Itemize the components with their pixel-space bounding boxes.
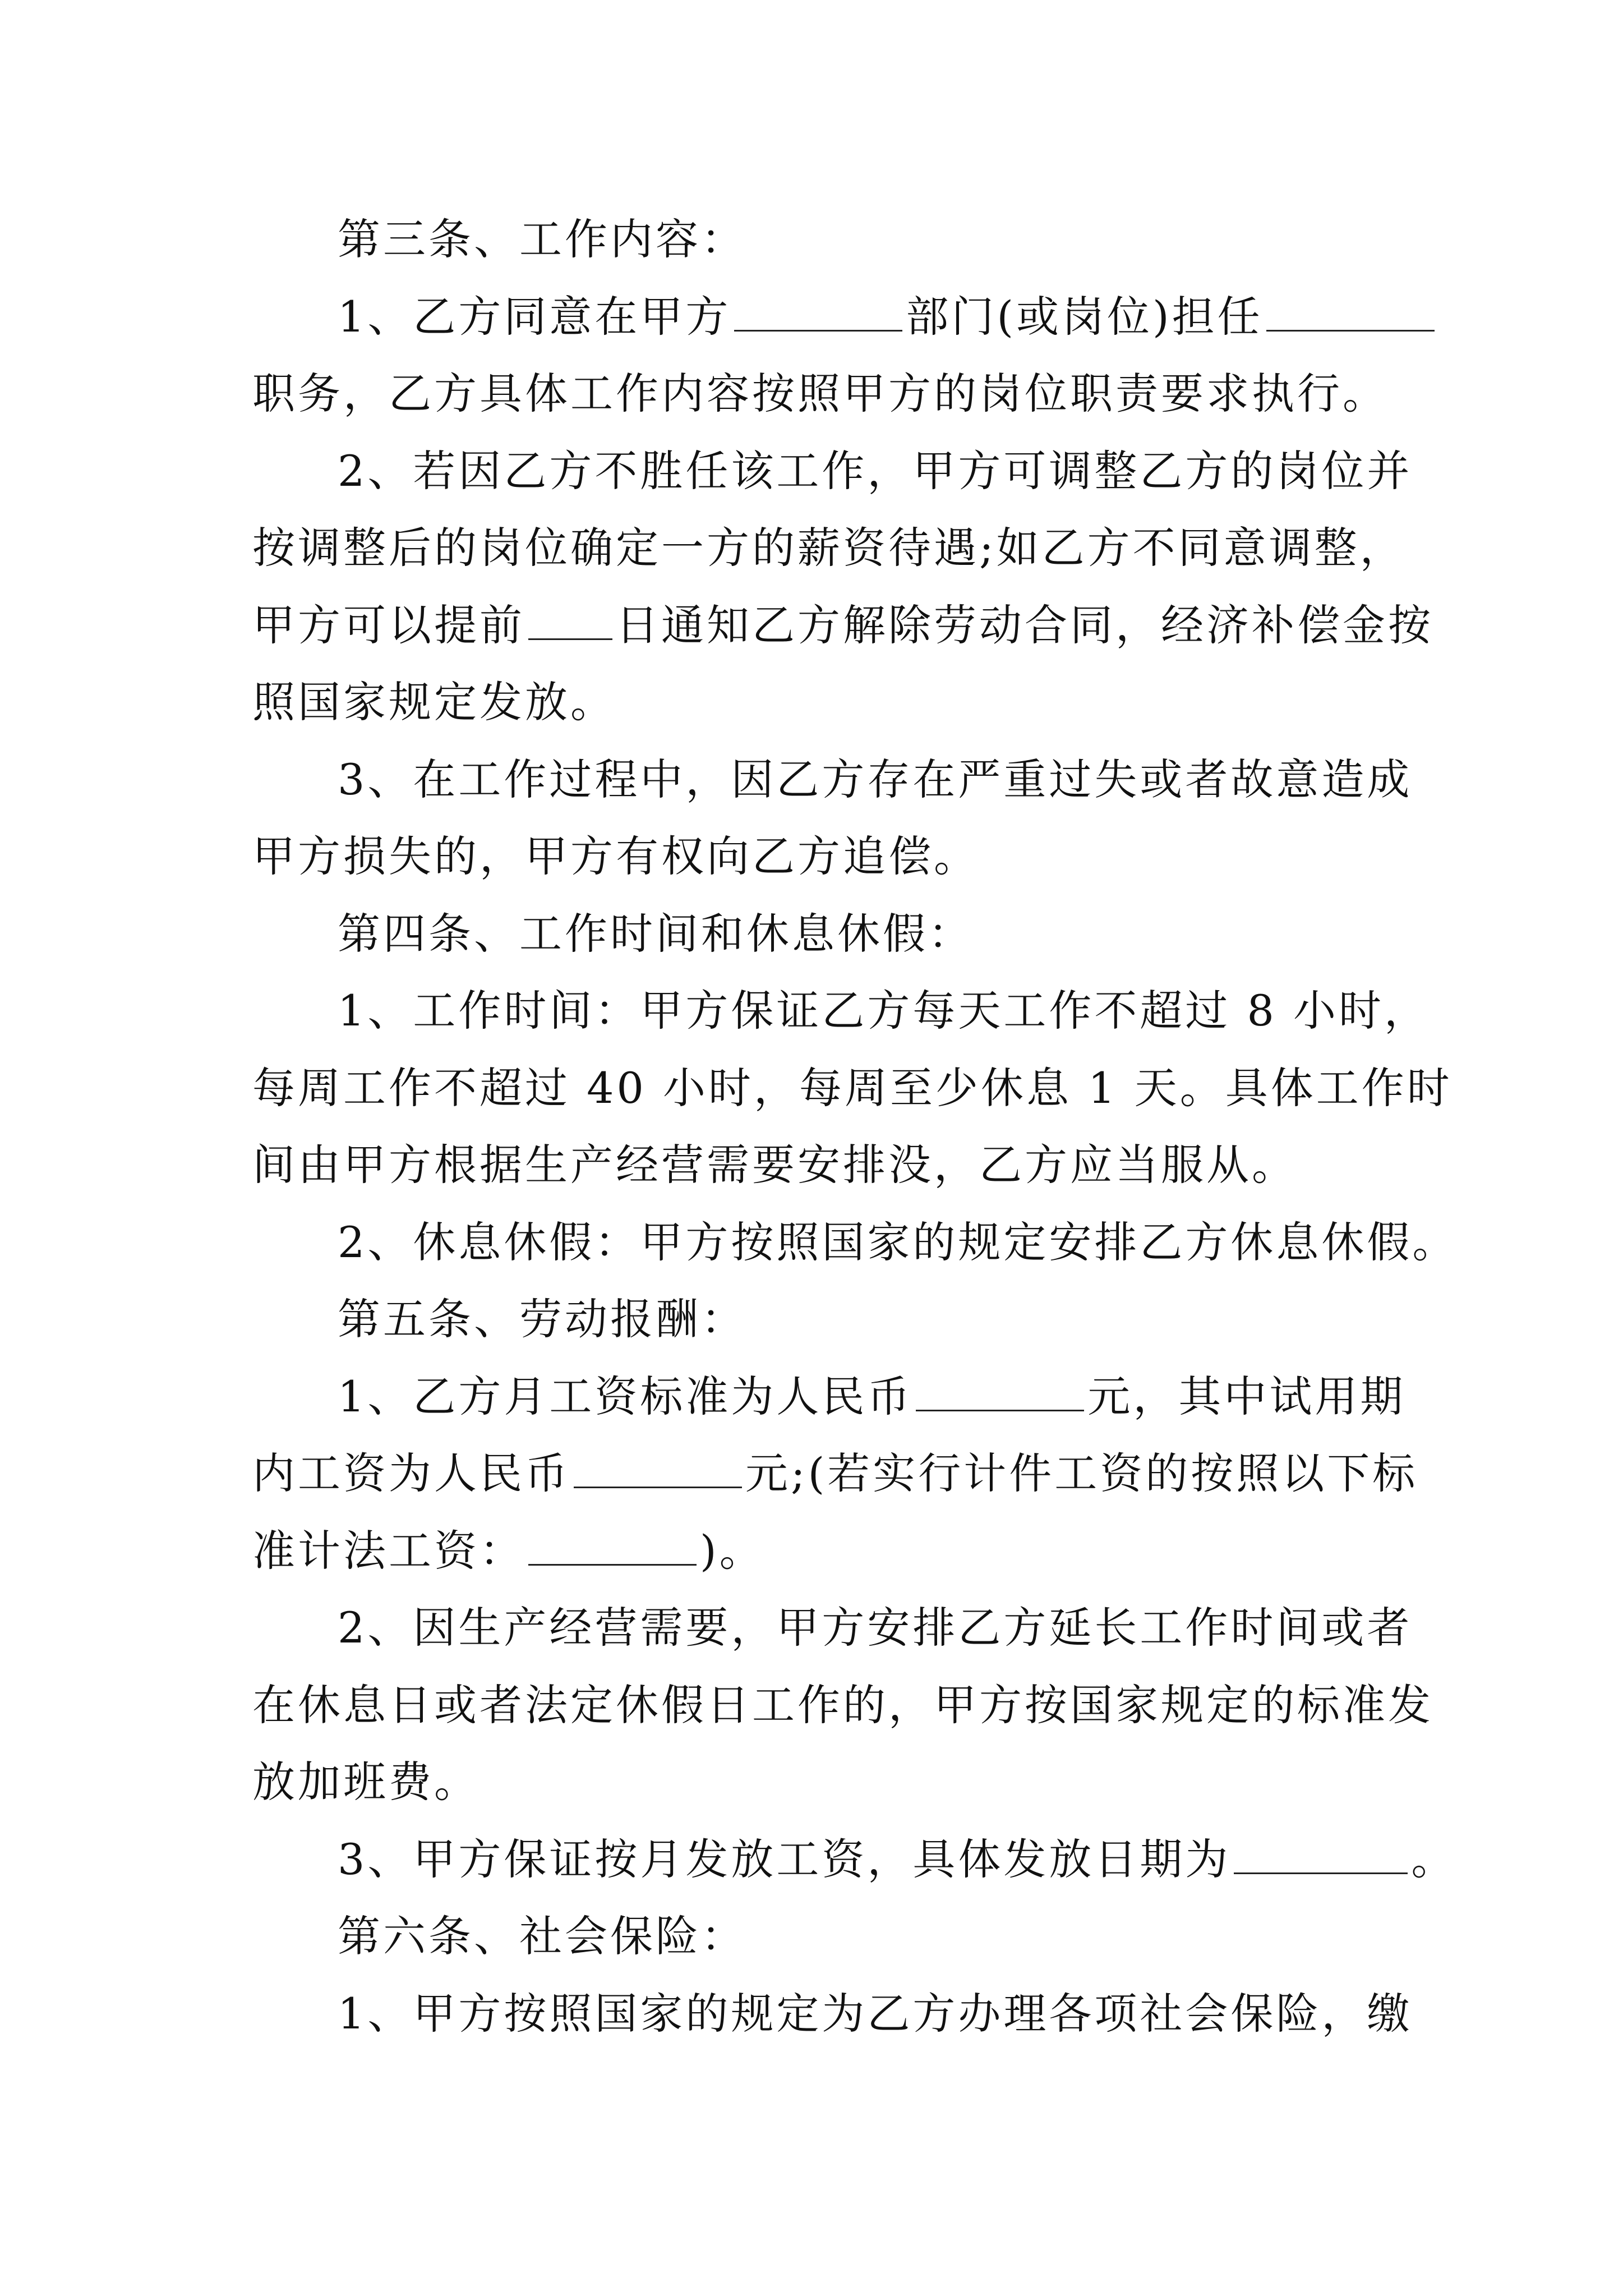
fill-in-blank-notice-days[interactable] [528,605,612,640]
paragraph-text: 职务，乙方具体工作内容按照甲方的岗位职责要求执行。 [252,369,1388,418]
paragraph-text: 3、在工作过程中，因乙方存在严重过失或者故意造成 [338,754,1413,804]
paragraph-text: 3、甲方保证按月发放工资，具体发放日期为 [338,1834,1231,1884]
paragraph-text: 2、若因乙方不胜任该工作，甲方可调整乙方的岗位并 [338,445,1413,496]
paragraph-text: 元，其中试用期 [1087,1371,1406,1421]
paragraph-text: 1、乙方月工资标准为人民币 [338,1371,913,1421]
section-heading-6-text: 第六条、社会保险： [338,1911,746,1961]
paragraph-text: 甲方可以提前 [252,600,525,650]
paragraph-4-1-line-3 [252,1126,1374,1204]
paragraph-text: 内工资为人民币 [252,1448,570,1498]
paragraph-text: 按调整后的岗位确定一方的薪资待遇;如乙方不同意调整， [252,523,1405,573]
paragraph-text: 2、休息休假：甲方按照国家的规定安排乙方休息休假。 [338,1217,1458,1267]
paragraph-5-2-line-1 [252,1589,1413,1667]
paragraph-text: 照国家规定发放。 [252,677,616,727]
paragraph-text: 元;(若实行计件工资的按照以下标 [745,1448,1418,1498]
paragraph-4-2-line-1 [252,1204,1458,1281]
document-body [252,201,1458,2052]
paragraph-5-1-line-1 [252,1358,1406,1435]
paragraph-text: 2、因生产经营需要，甲方安排乙方延长工作时间或者 [338,1603,1413,1653]
paragraph-3-1-line-1 [252,278,1374,356]
paragraph-text: 1、工作时间：甲方保证乙方每天工作不超过 8 小时， [338,986,1430,1036]
paragraph-5-2-line-2 [252,1667,1433,1744]
paragraph-4-1-line-1 [252,972,1430,1050]
fill-in-blank-piece-rate[interactable] [528,1530,697,1566]
paragraph-text: 。 [1411,1834,1457,1884]
fill-in-blank-pay-date[interactable] [1234,1839,1408,1874]
section-heading-5-text: 第五条、劳动报酬： [338,1294,746,1344]
fill-in-blank-monthly-salary[interactable] [916,1376,1084,1411]
paragraph-text: 1、甲方按照国家的规定为乙方办理各项社会保险，缴 [338,1988,1413,2039]
paragraph-text: )。 [700,1525,765,1576]
section-heading-4-text: 第四条、工作时间和休息休假： [338,908,974,959]
paragraph-6-1-line-1 [252,1975,1413,2053]
section-heading-4 [252,895,1374,973]
fill-in-blank-department[interactable] [734,296,902,332]
paragraph-text: 间由甲方根据生产经营需要安排没，乙方应当服从。 [252,1140,1297,1190]
paragraph-text: 甲方损失的，甲方有权向乙方追偿。 [252,831,979,881]
paragraph-5-2-line-3 [252,1743,1374,1821]
paragraph-text: 每周工作不超过 40 小时，每周至少休息 1 天。具体工作时 [252,1062,1453,1113]
section-heading-3 [252,201,1374,278]
paragraph-3-3-line-2 [252,818,1374,895]
paragraph-3-2-line-3 [252,587,1433,664]
paragraph-4-1-line-2 [252,1050,1453,1127]
paragraph-text: 1、乙方同意在甲方 [338,291,731,342]
paragraph-3-3-line-1 [252,741,1413,818]
paragraph-text: 部门(或岗位)担任 [906,291,1263,342]
paragraph-text: 放加班费。 [252,1757,479,1807]
paragraph-3-2-line-1 [252,432,1413,510]
section-heading-3-text: 第三条、工作内容： [338,214,746,264]
paragraph-text: 日通知乙方解除劳动合同，经济补偿金按 [616,600,1433,650]
paragraph-3-2-line-2 [252,509,1405,587]
fill-in-blank-probation-salary[interactable] [574,1453,742,1488]
fill-in-blank-position[interactable] [1266,296,1435,332]
paragraph-5-1-line-2 [252,1435,1418,1512]
paragraph-3-2-line-4 [252,664,1374,741]
paragraph-5-1-line-3 [252,1512,1374,1590]
paragraph-3-1-line-2 [252,355,1388,432]
paragraph-5-3-line-1 [252,1821,1457,1898]
section-heading-6 [252,1898,1374,1975]
paragraph-text: 在休息日或者法定休假日工作的，甲方按国家规定的标准发 [252,1680,1433,1730]
paragraph-text: 准计法工资： [252,1525,525,1576]
section-heading-5 [252,1281,1374,1358]
